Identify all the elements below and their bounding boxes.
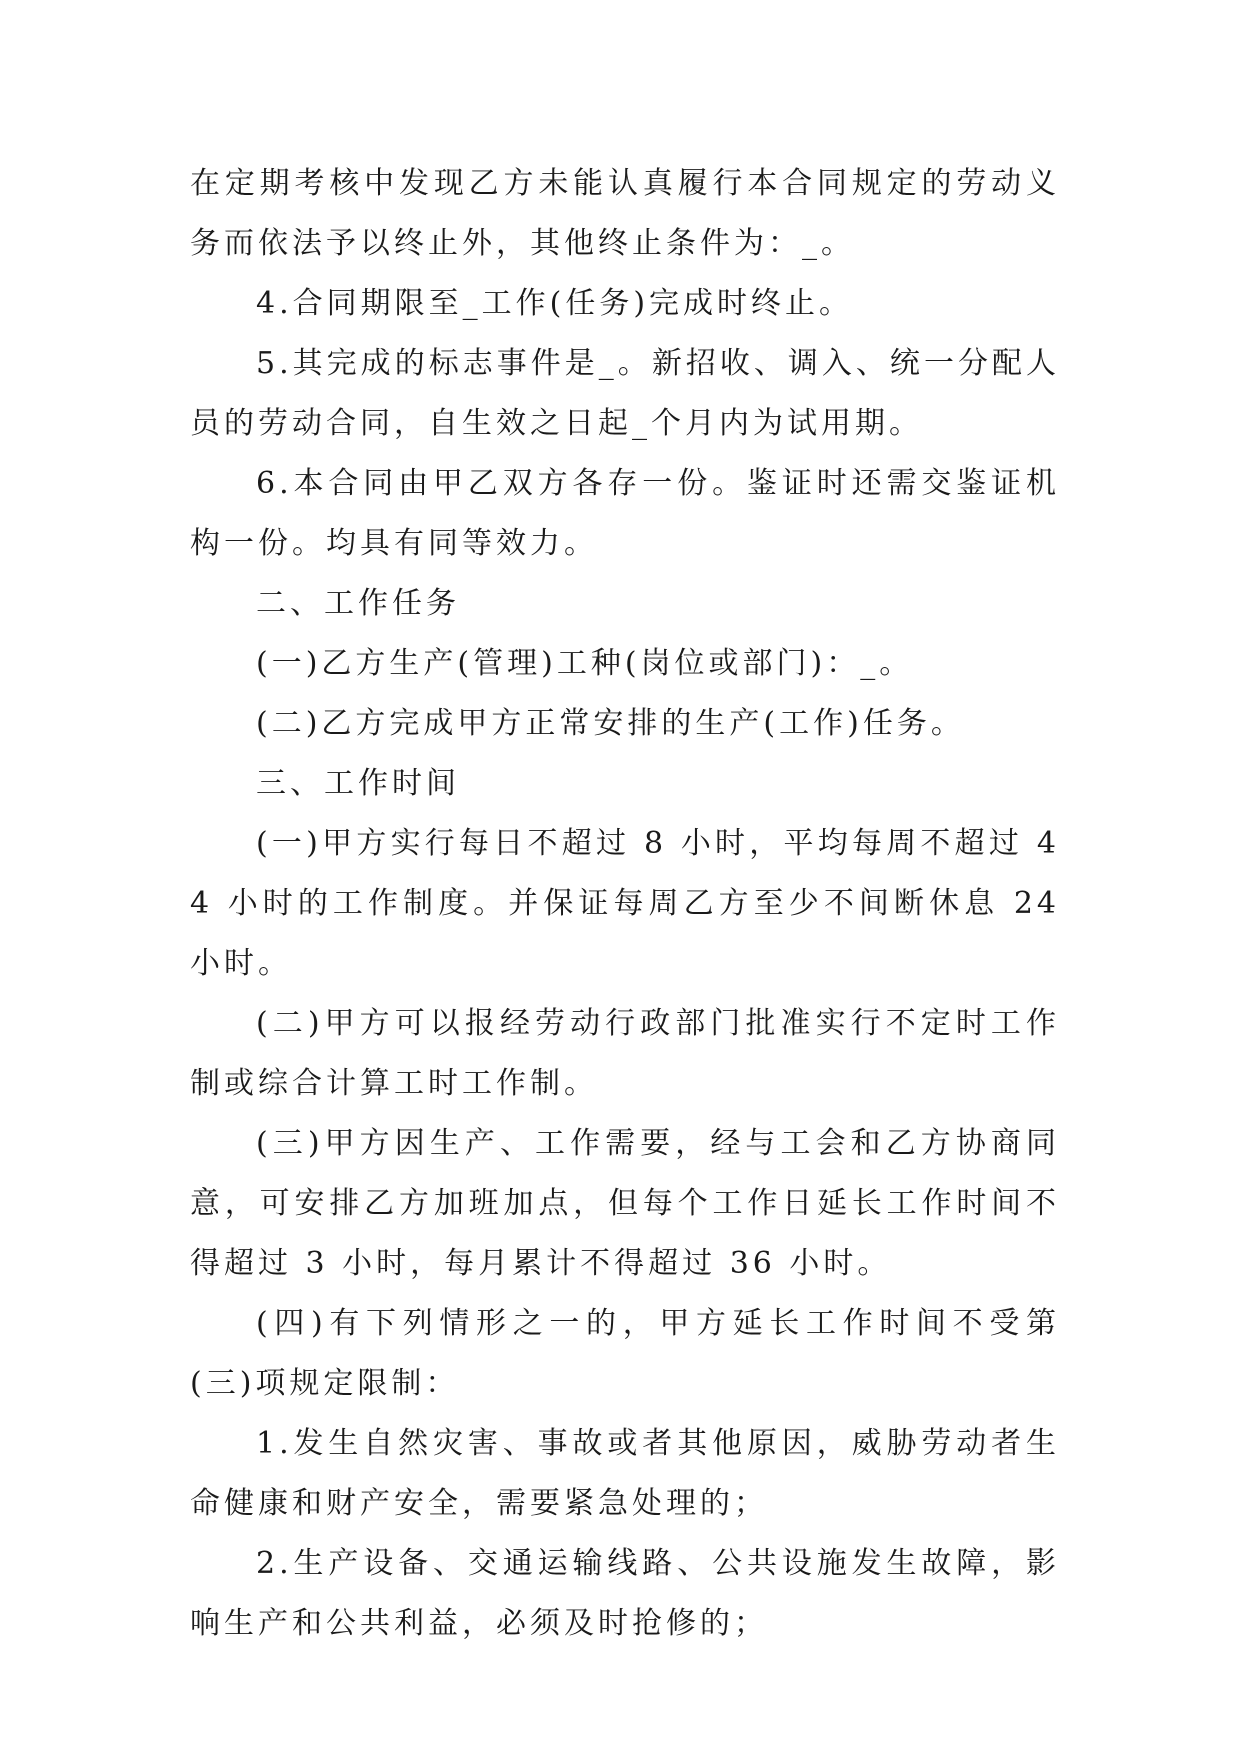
paragraph-hours-2: (二)甲方可以报经劳动行政部门批准实行不定时工作制或综合计算工时工作制。 bbox=[190, 1006, 1060, 1101]
section-heading-working-hours: 三、工作时间 bbox=[256, 766, 460, 801]
paragraph-termination-conditions: 在定期考核中发现乙方未能认真履行本合同规定的劳动义务而依法予以终止外，其他终止条件为：_。 bbox=[190, 166, 1060, 261]
paragraph-exception-1: 1.发生自然灾害、事故或者其他原因，威胁劳动者生命健康和财产安全，需要紧急处理的； bbox=[190, 1426, 1060, 1521]
section-heading-work-tasks: 二、工作任务 bbox=[256, 586, 460, 621]
paragraph-item-5: 5.其完成的标志事件是_。新招收、调入、统一分配人员的劳动合同，自生效之日起_个月内为试用期。 bbox=[190, 346, 1060, 441]
paragraph-exception-2: 2.生产设备、交通运输线路、公共设施发生故障，影响生产和公共利益，必须及时抢修的； bbox=[190, 1546, 1060, 1641]
paragraph-hours-3: (三)甲方因生产、工作需要，经与工会和乙方协商同意，可安排乙方加班加点，但每个工作日延长工作时间不得超过 3 小时，每月累计不得超过 36 小时。 bbox=[190, 1126, 1060, 1281]
paragraph-task-2: (二)乙方完成甲方正常安排的生产(工作)任务。 bbox=[256, 706, 965, 741]
paragraph-hours-4: (四)有下列情形之一的，甲方延长工作时间不受第(三)项规定限制： bbox=[190, 1306, 1060, 1401]
document-body bbox=[190, 154, 1060, 1654]
paragraph-task-1: (一)乙方生产(管理)工种(岗位或部门)：_。 bbox=[256, 646, 914, 681]
paragraph-item-6: 6.本合同由甲乙双方各存一份。鉴证时还需交鉴证机构一份。均具有同等效力。 bbox=[190, 466, 1060, 561]
paragraph-hours-1: (一)甲方实行每日不超过 8 小时，平均每周不超过 44 小时的工作制度。并保证每周乙方至少不间断休息 24 小时。 bbox=[190, 826, 1060, 981]
paragraph-item-4: 4.合同期限至_工作(任务)完成时终止。 bbox=[256, 286, 854, 321]
